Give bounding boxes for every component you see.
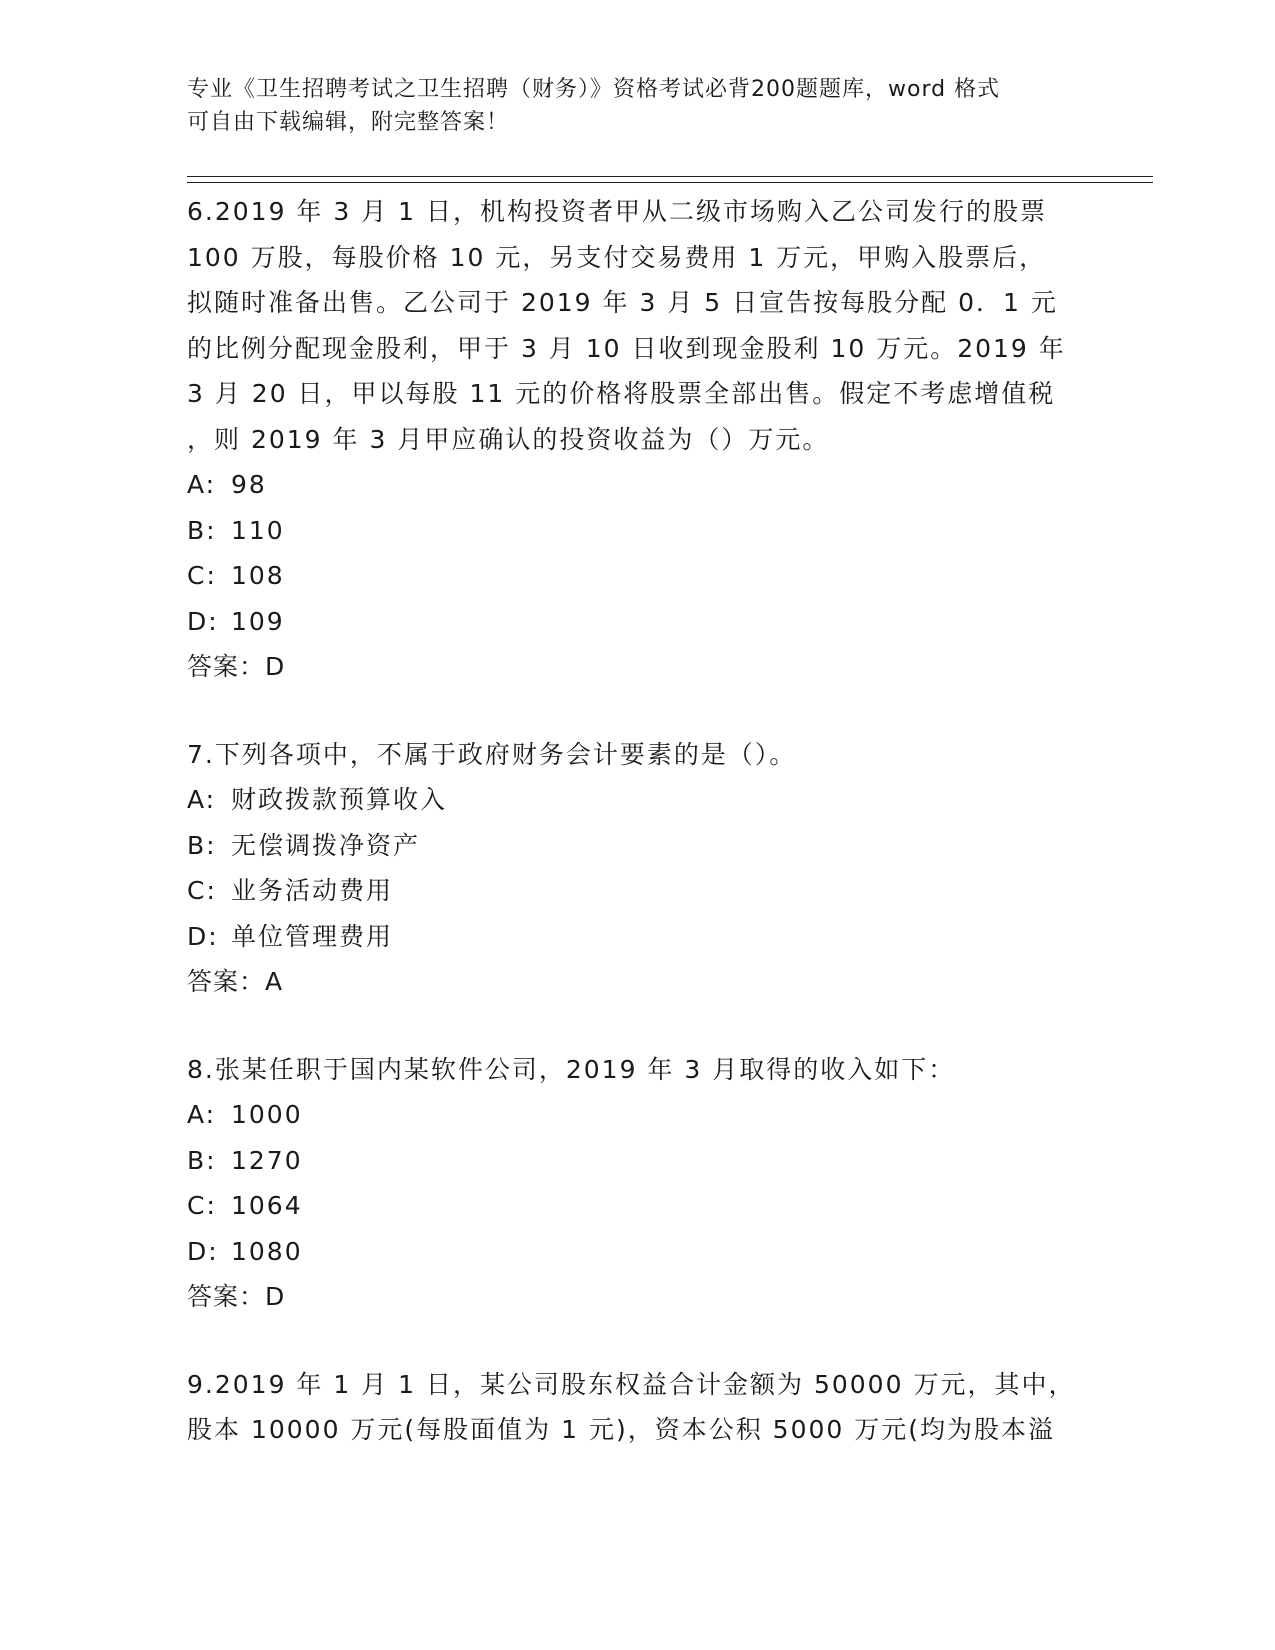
option-c: [187, 1183, 1087, 1229]
option-text: 业务活动费用: [231, 876, 394, 905]
option-text: 财政拨款预算收入: [231, 785, 448, 814]
option-letter: B:: [187, 1145, 217, 1175]
option-b: [187, 1138, 1087, 1184]
option-text: 单位管理费用: [231, 921, 394, 951]
option-a: [187, 777, 1087, 823]
option-text: 无偿调拨净资产: [231, 830, 421, 860]
option-text: 109: [231, 606, 285, 636]
question-6: [187, 189, 1087, 690]
option-text: 108: [231, 561, 285, 590]
option-text: 1270: [231, 1145, 303, 1175]
header-divider-bottom: [187, 182, 1153, 183]
option-letter: D:: [187, 606, 219, 636]
question-7: [187, 732, 1087, 1005]
option-d: [187, 599, 1087, 645]
question-stem: 9.2019 年 1 月 1 日，某公司股东权益合计金额为 50000 万元，其中， 股本 10000 万元(每股面值为 1 元)，资本公积 5000 万元(均为股本溢: [187, 1369, 1076, 1444]
option-letter: C:: [187, 561, 217, 590]
option-text: 1000: [231, 1100, 303, 1129]
question-stem: 8.张某任职于国内某软件公司，2019 年 3 月取得的收入如下：: [187, 1054, 956, 1084]
option-text: 98: [231, 470, 267, 499]
option-letter: C:: [187, 876, 217, 905]
question-stem: 7.下列各项中，不属于政府财务会计要素的是（）。: [187, 739, 797, 769]
option-d: [187, 1229, 1087, 1275]
option-a: [187, 462, 1087, 508]
option-b: [187, 508, 1087, 554]
option-d: [187, 914, 1087, 960]
document-header-title: 专业《卫生招聘考试之卫生招聘（财务）》资格考试必背200题题库，word 格式 可自由下载编辑，附完整答案！: [187, 77, 1001, 135]
question-8: [187, 1047, 1087, 1320]
question-list: [187, 189, 1087, 1495]
header-divider-top: [187, 176, 1153, 177]
question-9: [187, 1362, 1087, 1453]
option-c: [187, 553, 1087, 599]
option-b: [187, 823, 1087, 869]
question-stem: 6.2019 年 3 月 1 日，机构投资者甲从二级市场购入乙公司发行的股票 100 万股，每股价格 10 元，另支付交易费用 1 万元，甲购入股票后， 拟随时准备出售。乙公司于 2019 年 3 月 5 日宣告按每股分配 0．1 元 的比例分配现金股利，甲于 3 月 10 日收到现金股利 10 万元。2019 年 3 月 20 日，甲以每股 11 元的价格将股票全部出售。假定不考虑增值税 ，则 2019 年 3 月甲应确认的投资收益为（）万元。: [187, 197, 1066, 454]
option-letter: B:: [187, 515, 217, 545]
option-letter: A:: [187, 1100, 217, 1129]
option-letter: B:: [187, 830, 217, 860]
option-text: 110: [231, 515, 285, 545]
option-letter: D:: [187, 1236, 219, 1266]
option-text: 1064: [231, 1191, 303, 1220]
option-c: [187, 868, 1087, 914]
option-letter: A:: [187, 785, 217, 814]
option-text: 1080: [231, 1236, 303, 1266]
option-letter: C:: [187, 1191, 217, 1220]
answer-line: 答案：D: [187, 652, 286, 681]
answer-line: 答案：D: [187, 1282, 286, 1311]
answer-line: 答案：A: [187, 967, 284, 996]
option-a: [187, 1092, 1087, 1138]
option-letter: D:: [187, 921, 219, 951]
option-letter: A:: [187, 470, 217, 499]
